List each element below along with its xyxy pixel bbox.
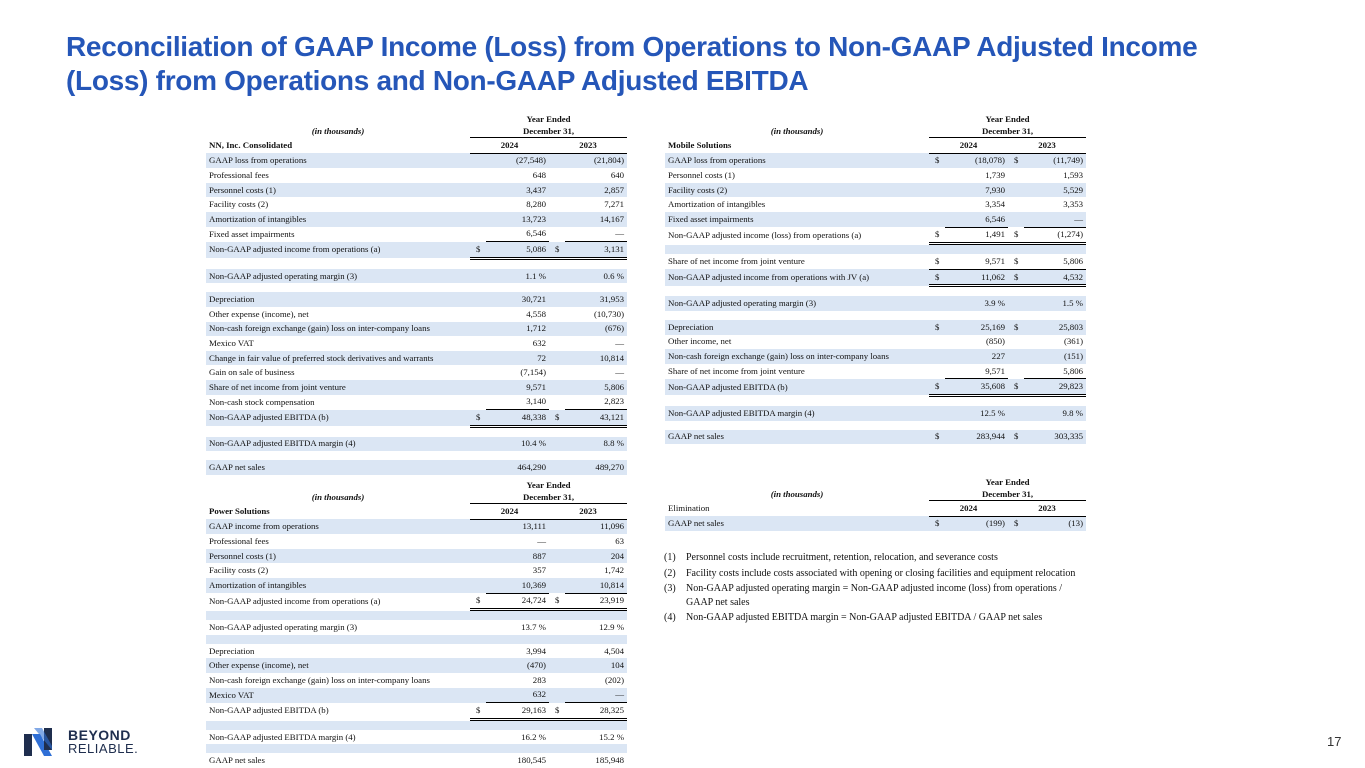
header-row: [665, 125, 1086, 138]
row-label: Facility costs (2): [665, 183, 929, 198]
row-label: Professional fees: [209, 169, 269, 180]
row-label: Depreciation: [206, 292, 470, 307]
table-row: [206, 688, 627, 703]
footnote-text: Non-GAAP adjusted EBITDA margin = Non-GAAP adjusted EBITDA / GAAP net sales: [686, 612, 1043, 623]
nn-logo-icon: [22, 726, 64, 758]
value-2023: 2,823: [565, 395, 627, 410]
row-label: Personnel costs (1): [206, 549, 470, 564]
value-2023: 3,131: [565, 242, 627, 259]
table-row: [206, 307, 627, 322]
table-row: [206, 197, 627, 212]
elimination-table: [665, 476, 1086, 531]
logo-text-line2: RELIABLE.: [68, 741, 139, 756]
table-row: [206, 410, 627, 427]
table-row: [206, 153, 627, 168]
segment-label: NN, Inc. Consolidated: [209, 139, 293, 150]
dollar-sign: $: [1008, 430, 1024, 445]
header-date: December 31,: [929, 125, 1086, 138]
row-label: Non-GAAP adjusted operating margin (3): [665, 296, 929, 311]
value-2024: 25,169: [945, 320, 1008, 335]
value-2023: —: [615, 337, 625, 348]
dollar-sign: $: [1008, 227, 1024, 244]
row-label: Facility costs (2): [209, 565, 269, 576]
value-2023: 23,919: [565, 593, 627, 610]
row-label: Gain on sale of business: [209, 367, 295, 378]
table-row: [206, 620, 627, 635]
row-label: Non-GAAP adjusted income from operations (a): [206, 242, 470, 259]
table-row: [206, 269, 627, 284]
value-2024: 13,723: [486, 212, 549, 227]
value-2023: 15.2 %: [599, 731, 625, 742]
row-label: Non-GAAP adjusted EBITDA (b): [665, 379, 929, 396]
spacer-row: [206, 744, 627, 753]
value-2024: (850): [985, 336, 1005, 347]
table-row: [665, 197, 1086, 212]
row-label: Non-GAAP adjusted EBITDA margin (4): [665, 406, 929, 421]
value-2023: 640: [610, 169, 625, 180]
segment-label: Power Solutions: [209, 505, 270, 516]
value-2024: 5,086: [486, 242, 549, 259]
row-label: Non-GAAP adjusted income from operations (a): [209, 595, 381, 606]
header-year-ended: Year Ended: [526, 113, 571, 124]
value-2023: 104: [565, 658, 627, 673]
value-2023: 8.8 %: [565, 437, 627, 452]
value-2023: (11,749): [1024, 153, 1086, 168]
row-label: Mexico VAT: [209, 337, 254, 348]
dollar-sign: $: [929, 379, 945, 396]
value-2023: (676): [565, 322, 627, 337]
header-date: December 31,: [929, 488, 1086, 501]
footnote-text: Non-GAAP adjusted operating margin = Non-GAAP adjusted income (loss) from operations / GAAP net sales: [686, 583, 1063, 608]
row-label: Non-GAAP adjusted income from operations with JV (a): [665, 269, 929, 286]
spacer-row: [665, 286, 1086, 297]
table-row: [206, 242, 627, 259]
value-2024: 464,290: [486, 460, 549, 475]
year-2023-header: 2023: [1008, 501, 1086, 517]
value-2024: 227: [945, 349, 1008, 364]
header-year-ended: Year Ended: [526, 479, 571, 490]
table-row: [206, 212, 627, 227]
row-label: Non-GAAP adjusted EBITDA (b): [209, 705, 329, 716]
value-2024: 283: [532, 674, 546, 685]
row-label: Non-GAAP adjusted EBITDA margin (4): [209, 731, 356, 742]
value-2023: (151): [1024, 349, 1086, 364]
row-label: Non-cash foreign exchange (gain) loss on inter-company loans: [209, 674, 430, 685]
dollar-sign: $: [1008, 269, 1024, 286]
table-row: [665, 183, 1086, 198]
value-2024: 30,721: [486, 292, 549, 307]
value-2024: 9,571: [486, 380, 549, 395]
row-label: Non-GAAP adjusted EBITDA margin (4): [206, 437, 470, 452]
row-label: Fixed asset impairments: [209, 228, 295, 239]
row-label: GAAP income from operations: [206, 519, 470, 534]
value-2024: 357: [532, 565, 546, 576]
value-2024: 12.5 %: [945, 406, 1008, 421]
header-row: [206, 491, 627, 504]
table-row: [206, 168, 627, 183]
value-2023: 63: [615, 535, 625, 546]
units-label: (in thousands): [311, 491, 365, 502]
year-2023-header: 2023: [549, 504, 627, 520]
spacer-row: [206, 451, 627, 460]
value-2023: —: [615, 367, 625, 378]
footnote-number: (3): [664, 583, 676, 594]
column-header-row: [206, 138, 627, 154]
dollar-sign: $: [549, 593, 565, 610]
dollar-sign: $: [929, 269, 945, 286]
spacer-row: [665, 244, 1086, 255]
value-2023: (361): [1063, 336, 1084, 347]
table-row: [206, 460, 627, 475]
value-2023: 185,948: [595, 755, 625, 766]
footnote: [664, 611, 1084, 625]
row-label: Fixed asset impairments: [665, 212, 929, 227]
row-label: Non-cash stock compensation: [209, 396, 315, 407]
row-label: Change in fair value of preferred stock derivatives and warrants: [206, 351, 470, 366]
row-label: GAAP net sales: [665, 516, 929, 531]
spacer-row: [206, 610, 627, 621]
footnote-number: (2): [664, 567, 676, 579]
value-2023: 303,335: [1024, 430, 1086, 445]
value-2024: 6,546: [945, 212, 1008, 227]
spacer-row: [206, 635, 627, 644]
column-header-row: [665, 138, 1086, 154]
value-2024: 24,724: [486, 593, 549, 610]
row-label: Personnel costs (1): [668, 169, 735, 180]
value-2024: 1,712: [486, 322, 549, 337]
table-row: [206, 351, 627, 366]
value-2024: 180,545: [517, 755, 546, 766]
footnote: [664, 582, 1084, 609]
dollar-sign: $: [1008, 379, 1024, 396]
dollar-sign: $: [470, 593, 486, 610]
dollar-sign: $: [470, 703, 486, 720]
value-2023: 5,806: [565, 380, 627, 395]
value-2023: 43,121: [565, 410, 627, 427]
row-label: Non-GAAP adjusted operating margin (3): [206, 269, 470, 284]
row-label: Depreciation: [665, 320, 929, 335]
table-row: [665, 430, 1086, 445]
table-row: [665, 406, 1086, 421]
value-2024: 35,608: [945, 379, 1008, 396]
table-row: [206, 365, 627, 380]
header-row: [206, 113, 627, 125]
value-2023: (202): [604, 674, 625, 685]
row-label: Non-cash foreign exchange (gain) loss on inter-company loans: [665, 349, 929, 364]
value-2023: —: [565, 688, 627, 703]
table-row: [665, 364, 1086, 379]
header-row: [206, 125, 627, 138]
value-2023: 4,504: [604, 645, 625, 656]
year-2024-header: 2024: [929, 501, 1008, 517]
table-row: [206, 753, 627, 768]
table-row: [665, 269, 1086, 286]
dollar-sign: $: [549, 242, 565, 259]
year-2024-header: 2024: [470, 504, 549, 520]
value-2023: 0.6 %: [565, 269, 627, 284]
row-label: Personnel costs (1): [206, 183, 470, 198]
segment-label: Elimination: [668, 502, 710, 513]
column-header-row: [665, 501, 1086, 517]
row-label: Share of net income from joint venture: [668, 365, 805, 376]
table-row: [206, 395, 627, 410]
table-row: [665, 254, 1086, 269]
row-label: Depreciation: [209, 645, 255, 656]
value-2023: 7,271: [604, 199, 625, 210]
spacer-row: [206, 719, 627, 730]
row-label: GAAP net sales: [665, 430, 929, 445]
dollar-sign: $: [1008, 320, 1024, 335]
spacer-row: [206, 283, 627, 292]
dollar-sign: $: [470, 410, 486, 427]
value-2024: 8,280: [526, 199, 546, 210]
value-2024: 13,111: [486, 519, 549, 534]
value-2023: 25,803: [1024, 320, 1086, 335]
mobile-solutions-table: [665, 113, 1086, 444]
column-header-row: [206, 504, 627, 520]
value-2023: 31,953: [565, 292, 627, 307]
row-label: Share of net income from joint venture: [668, 256, 805, 267]
row-label: GAAP loss from operations: [665, 153, 929, 168]
value-2024: 48,338: [486, 410, 549, 427]
units-label: (in thousands): [770, 488, 824, 499]
table-row: [665, 168, 1086, 183]
row-label: Non-GAAP adjusted income (loss) from operations (a): [668, 229, 862, 240]
table-row: [206, 227, 627, 242]
table-row: [206, 549, 627, 564]
dollar-sign: $: [1008, 153, 1024, 168]
consolidated-table: [206, 113, 627, 475]
value-2024: 10,369: [486, 578, 549, 593]
value-2023: 489,270: [565, 460, 627, 475]
page-number: 17: [1327, 734, 1342, 749]
logo-text-line1: BEYOND: [68, 727, 131, 743]
dollar-sign: $: [929, 430, 945, 445]
dollar-sign: $: [929, 320, 945, 335]
value-2024: 72: [486, 351, 549, 366]
row-label: Mexico VAT: [206, 688, 470, 703]
value-2023: 1,742: [604, 565, 625, 576]
row-label: Facility costs (2): [209, 199, 269, 210]
value-2024: 6,546: [486, 227, 549, 242]
value-2024: 9,571: [945, 254, 1008, 269]
dollar-sign: $: [470, 242, 486, 259]
value-2024: 632: [486, 688, 549, 703]
dollar-sign: $: [549, 703, 565, 720]
dollar-sign: $: [1008, 516, 1024, 531]
value-2024: 1.1 %: [486, 269, 549, 284]
value-2023: 5,806: [1024, 364, 1086, 379]
header-year-ended: Year Ended: [985, 476, 1030, 487]
value-2023: 10,814: [565, 578, 627, 593]
header-row: [665, 488, 1086, 501]
value-2023: 5,529: [1024, 183, 1086, 198]
value-2024: (199): [945, 516, 1008, 531]
row-label: Other expense (income), net: [209, 308, 309, 319]
row-label: Non-GAAP adjusted operating margin (3): [209, 621, 358, 632]
row-label: GAAP net sales: [206, 460, 470, 475]
value-2023: 28,325: [565, 703, 627, 720]
row-label: Other income, net: [668, 336, 732, 347]
dollar-sign: $: [1008, 254, 1024, 269]
table-row: [206, 336, 627, 351]
value-2023: (10,730): [593, 308, 625, 319]
value-2023: 10,814: [565, 351, 627, 366]
units-label: (in thousands): [770, 125, 824, 136]
value-2023: 5,806: [1024, 254, 1086, 269]
table-row: [206, 730, 627, 745]
table-row: [206, 380, 627, 395]
footnote-number: (1): [664, 552, 676, 563]
value-2024: 3,140: [486, 395, 549, 410]
year-2024-header: 2024: [470, 138, 549, 154]
value-2023: 29,823: [1024, 379, 1086, 396]
table-row: [206, 593, 627, 610]
dollar-sign: $: [549, 410, 565, 427]
table-row: [665, 212, 1086, 227]
value-2023: 9.8 %: [1024, 406, 1086, 421]
spacer-row: [206, 426, 627, 437]
value-2023: 2,857: [565, 183, 627, 198]
table-row: [206, 292, 627, 307]
value-2024: (7,154): [520, 367, 546, 378]
table-row: [206, 322, 627, 337]
value-2023: 4,532: [1024, 269, 1086, 286]
table-row: [665, 516, 1086, 531]
row-label: Non-GAAP adjusted EBITDA (b): [206, 410, 470, 427]
value-2023: 1.5 %: [1024, 296, 1086, 311]
header-date: December 31,: [470, 125, 627, 138]
table-row: [665, 153, 1086, 168]
row-label: Share of net income from joint venture: [206, 380, 470, 395]
table-row: [665, 335, 1086, 350]
value-2024: 3.9 %: [945, 296, 1008, 311]
dollar-sign: $: [929, 153, 945, 168]
value-2024: 632: [532, 337, 546, 348]
row-label: Other expense (income), net: [206, 658, 470, 673]
value-2024: 9,571: [945, 364, 1008, 379]
value-2024: 11,062: [945, 269, 1008, 286]
value-2023: 11,096: [565, 519, 627, 534]
value-2024: (27,548): [486, 153, 549, 168]
segment-label: Mobile Solutions: [668, 139, 732, 150]
table-row: [665, 320, 1086, 335]
row-label: Amortization of intangibles: [668, 199, 766, 210]
spacer-row: [206, 258, 627, 269]
year-2023-header: 2023: [549, 138, 627, 154]
value-2023: 12.9 %: [599, 621, 625, 632]
table-row: [665, 379, 1086, 396]
value-2024: 1,491: [945, 227, 1008, 244]
value-2023: 3,353: [1063, 199, 1084, 210]
footnote-text: Personnel costs include recruitment, retention, relocation, and severance costs: [686, 552, 998, 563]
value-2024: —: [537, 535, 546, 546]
spacer-row: [665, 421, 1086, 430]
table-row: [665, 296, 1086, 311]
value-2024: 3,354: [985, 199, 1005, 210]
table-row: [206, 673, 627, 688]
value-2024: 648: [532, 169, 546, 180]
table-row: [206, 703, 627, 720]
value-2024: 3,994: [526, 645, 546, 656]
table-row: [665, 227, 1086, 244]
table-row: [665, 349, 1086, 364]
value-2023: 1,593: [1063, 169, 1084, 180]
year-2023-header: 2023: [1008, 138, 1086, 154]
footnotes: [664, 551, 1084, 627]
dollar-sign: $: [929, 227, 945, 244]
row-label: Amortization of intangibles: [206, 578, 470, 593]
value-2024: 7,930: [945, 183, 1008, 198]
company-logo: [22, 724, 172, 760]
value-2024: 283,944: [945, 430, 1008, 445]
row-label: Amortization of intangibles: [206, 212, 470, 227]
row-label: Professional fees: [209, 535, 269, 546]
value-2023: (13): [1024, 516, 1086, 531]
row-label: GAAP net sales: [209, 755, 265, 766]
header-year-ended: Year Ended: [985, 113, 1030, 124]
footnote: [664, 551, 1084, 565]
value-2024: 13.7 %: [521, 621, 546, 632]
value-2024: (470): [486, 658, 549, 673]
header-row: [206, 479, 627, 491]
footnote-number: (4): [664, 612, 676, 623]
spacer-row: [665, 311, 1086, 320]
table-row: [206, 563, 627, 578]
value-2024: 1,739: [985, 169, 1005, 180]
value-2023: —: [1024, 212, 1086, 227]
value-2023: —: [565, 227, 627, 242]
table-row: [206, 534, 627, 549]
units-label: (in thousands): [311, 125, 365, 136]
value-2024: 3,437: [486, 183, 549, 198]
dollar-sign: $: [929, 516, 945, 531]
value-2023: (1,274): [1024, 227, 1086, 244]
power-solutions-table: [206, 479, 627, 768]
header-date: December 31,: [470, 491, 627, 504]
value-2023: (21,804): [565, 153, 627, 168]
page-title: Reconciliation of GAAP Income (Loss) from Operations to Non-GAAP Adjusted Income (Loss) from Operations and Non-GAAP Adjusted EBITDA: [66, 31, 1198, 96]
table-row: [206, 658, 627, 673]
table-row: [206, 578, 627, 593]
footnote-text: Facility costs include costs associated with opening or closing facilities and equipment relocation: [686, 567, 1076, 579]
table-row: [206, 437, 627, 452]
value-2024: 16.2 %: [521, 731, 546, 742]
year-2024-header: 2024: [929, 138, 1008, 154]
footnote: [664, 567, 1084, 581]
header-row: [665, 113, 1086, 125]
table-row: [206, 519, 627, 534]
header-row: [665, 476, 1086, 488]
table-row: [206, 183, 627, 198]
spacer-row: [665, 395, 1086, 406]
table-row: [206, 644, 627, 659]
value-2024: 4,558: [526, 308, 546, 319]
value-2024: 10.4 %: [486, 437, 549, 452]
value-2024: 887: [486, 549, 549, 564]
dollar-sign: $: [929, 254, 945, 269]
value-2023: 14,167: [565, 212, 627, 227]
value-2024: 29,163: [486, 703, 549, 720]
row-label: Non-cash foreign exchange (gain) loss on inter-company loans: [206, 322, 470, 337]
value-2023: 204: [565, 549, 627, 564]
value-2024: (18,078): [945, 153, 1008, 168]
row-label: GAAP loss from operations: [206, 153, 470, 168]
